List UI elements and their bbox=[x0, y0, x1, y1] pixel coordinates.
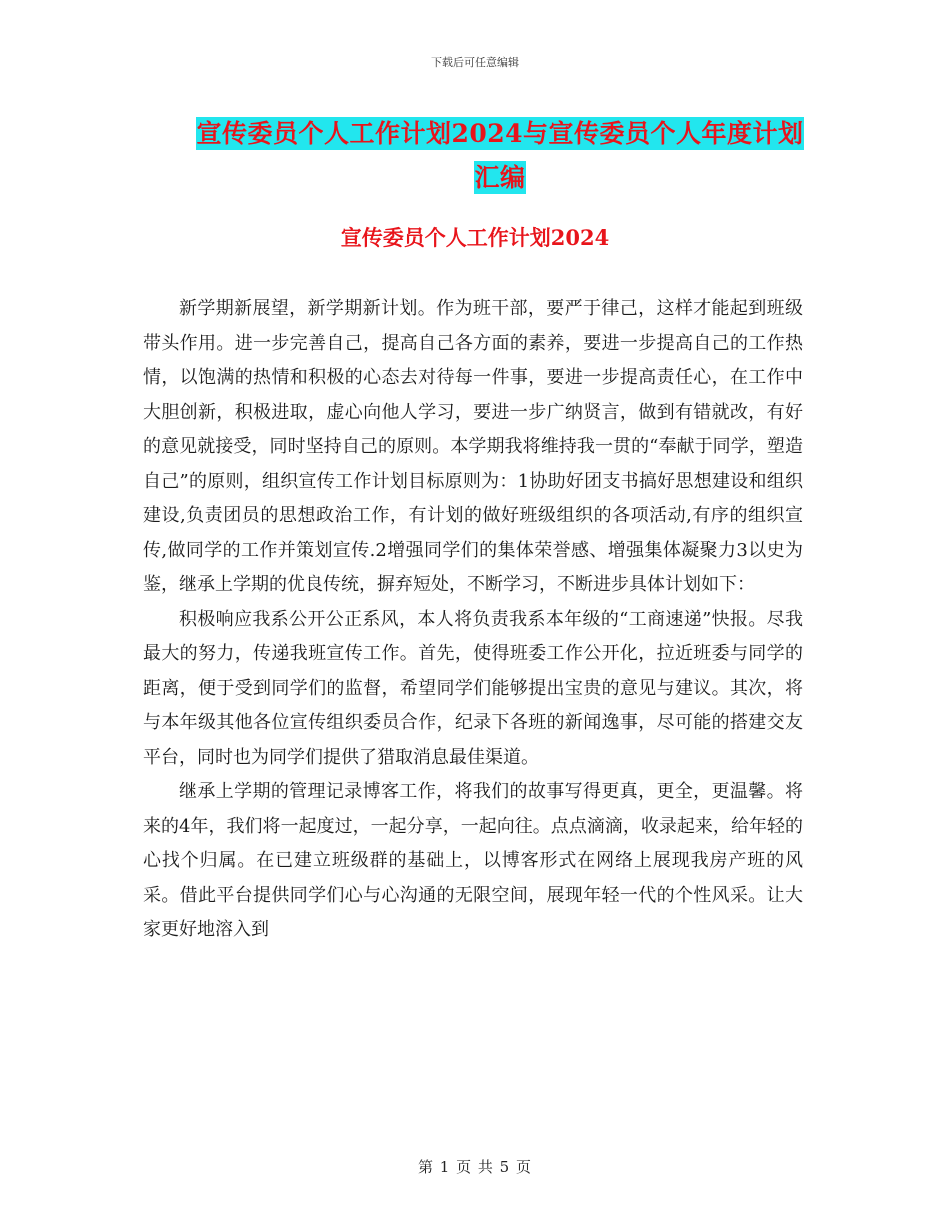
document-body bbox=[143, 292, 803, 948]
paragraph: 继承上学期的管理记录博客工作，将我们的故事写得更真，更全，更温馨。将来的4年，我们将一起度过，一起分享，一起向往。点点滴滴，收录起来，给年轻的心找个归属。在已建立班级群的基础上，以博客形式在网络上展现我房产班的风采。借此平台提供同学们心与心沟通的无限空间，展现年轻一代的个性风采。让大家更好地溶入到 bbox=[143, 781, 803, 940]
page-footer: 第 1 页 共 5 页 bbox=[418, 1158, 532, 1176]
page-header: 下载后可任意编辑 bbox=[431, 56, 519, 69]
document-title bbox=[140, 112, 860, 200]
section-title: 宣传委员个人工作计划2024 bbox=[340, 225, 610, 250]
paragraph: 新学期新展望，新学期新计划。作为班干部，要严于律己，这样才能起到班级带头作用。进一步完善自己，提高自己各方面的素养，要进一步提高自己的工作热情，以饱满的热情和积极的心态去对待每一件事，要进一步提高责任心，在工作中大胆创新，积极进取，虚心向他人学习，要进一步广纳贤言，做到有错就改，有好的意见就接受，同时坚持自己的原则。本学期我将维持我一贯的“奉献于同学，塑造自己”的原则，组织宣传工作计划目标原则为：1协助好团支书搞好思想建设和组织建设,负责团员的思想政治工作，有计划的做好班级组织的各项活动,有序的组织宣传,做同学的工作并策划宣传.2增强同学们的集体荣誉感、增强集体凝聚力3以史为鉴，继承上学期的优良传统，摒弃短处，不断学习，不断进步具体计划如下： bbox=[143, 298, 803, 595]
title-line-2: 汇编 bbox=[474, 163, 526, 192]
paragraph: 积极响应我系公开公正系风，本人将负责我系本年级的“工商速递”快报。尽我最大的努力，传递我班宣传工作。首先，使得班委工作公开化，拉近班委与同学的距离，便于受到同学们的监督，希望同学们能够提出宝贵的意见与建议。其次，将与本年级其他各位宣传组织委员合作，纪录下各班的新闻逸事，尽可能的搭建交友平台，同时也为同学们提供了猎取消息最佳渠道。 bbox=[143, 608, 803, 768]
title-line-1: 宣传委员个人工作计划2024与宣传委员个人年度计划 bbox=[196, 119, 804, 148]
